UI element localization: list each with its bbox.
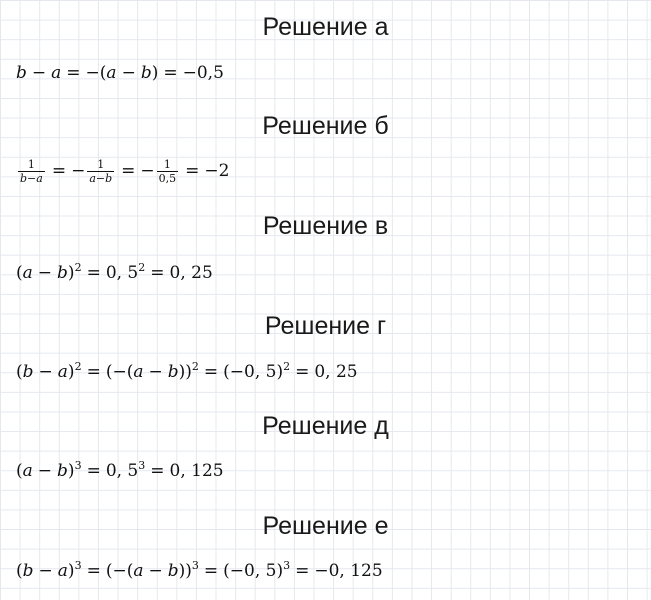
fraction-3: $\frac{1}{0,5}$: [158, 158, 177, 185]
heading-e: Решение д: [262, 412, 389, 440]
fraction-2: $\frac{1}{a-b}$: [89, 158, 113, 185]
equation-e: $(a - b)^3 = 0$, $5^3 = 0$, 125: [16, 459, 224, 481]
equation-a: b − a = −(a − b) = −0,5: [16, 63, 224, 83]
result-c: 0, 25: [169, 263, 213, 283]
result-d: 0, 25: [314, 362, 358, 382]
result-a: 0,5: [196, 63, 224, 83]
result-b: 2: [218, 161, 230, 181]
heading-a: Решение а: [262, 13, 389, 41]
heading-d: Решение г: [264, 312, 387, 340]
result-e: 0, 125: [169, 461, 224, 481]
result-f: 0, 125: [328, 561, 383, 581]
equation-c: $(a - b)^2 = 0$, $5^2 = 0$, 25: [16, 261, 213, 283]
equation-d: $(b - a)^2 = (-(a - b))^2 = (-0$, 5)$^2$ = 0, 25: [16, 360, 358, 382]
heading-f: Решение е: [262, 512, 389, 540]
equation-f: $(b - a)^3 = (-(a - b))^3 = (-0$, 5)$^3$ = −0, 125: [16, 559, 383, 581]
heading-c: Решение в: [262, 212, 389, 240]
heading-b: Решение б: [262, 112, 389, 140]
fraction-1: $\frac{1}{b-a}$: [20, 158, 43, 185]
equation-b: $\frac{1}{b-a}$ = − $\frac{1}{a-b}$ = − $\frac{1}{0,5}$ = −2: [20, 158, 230, 185]
